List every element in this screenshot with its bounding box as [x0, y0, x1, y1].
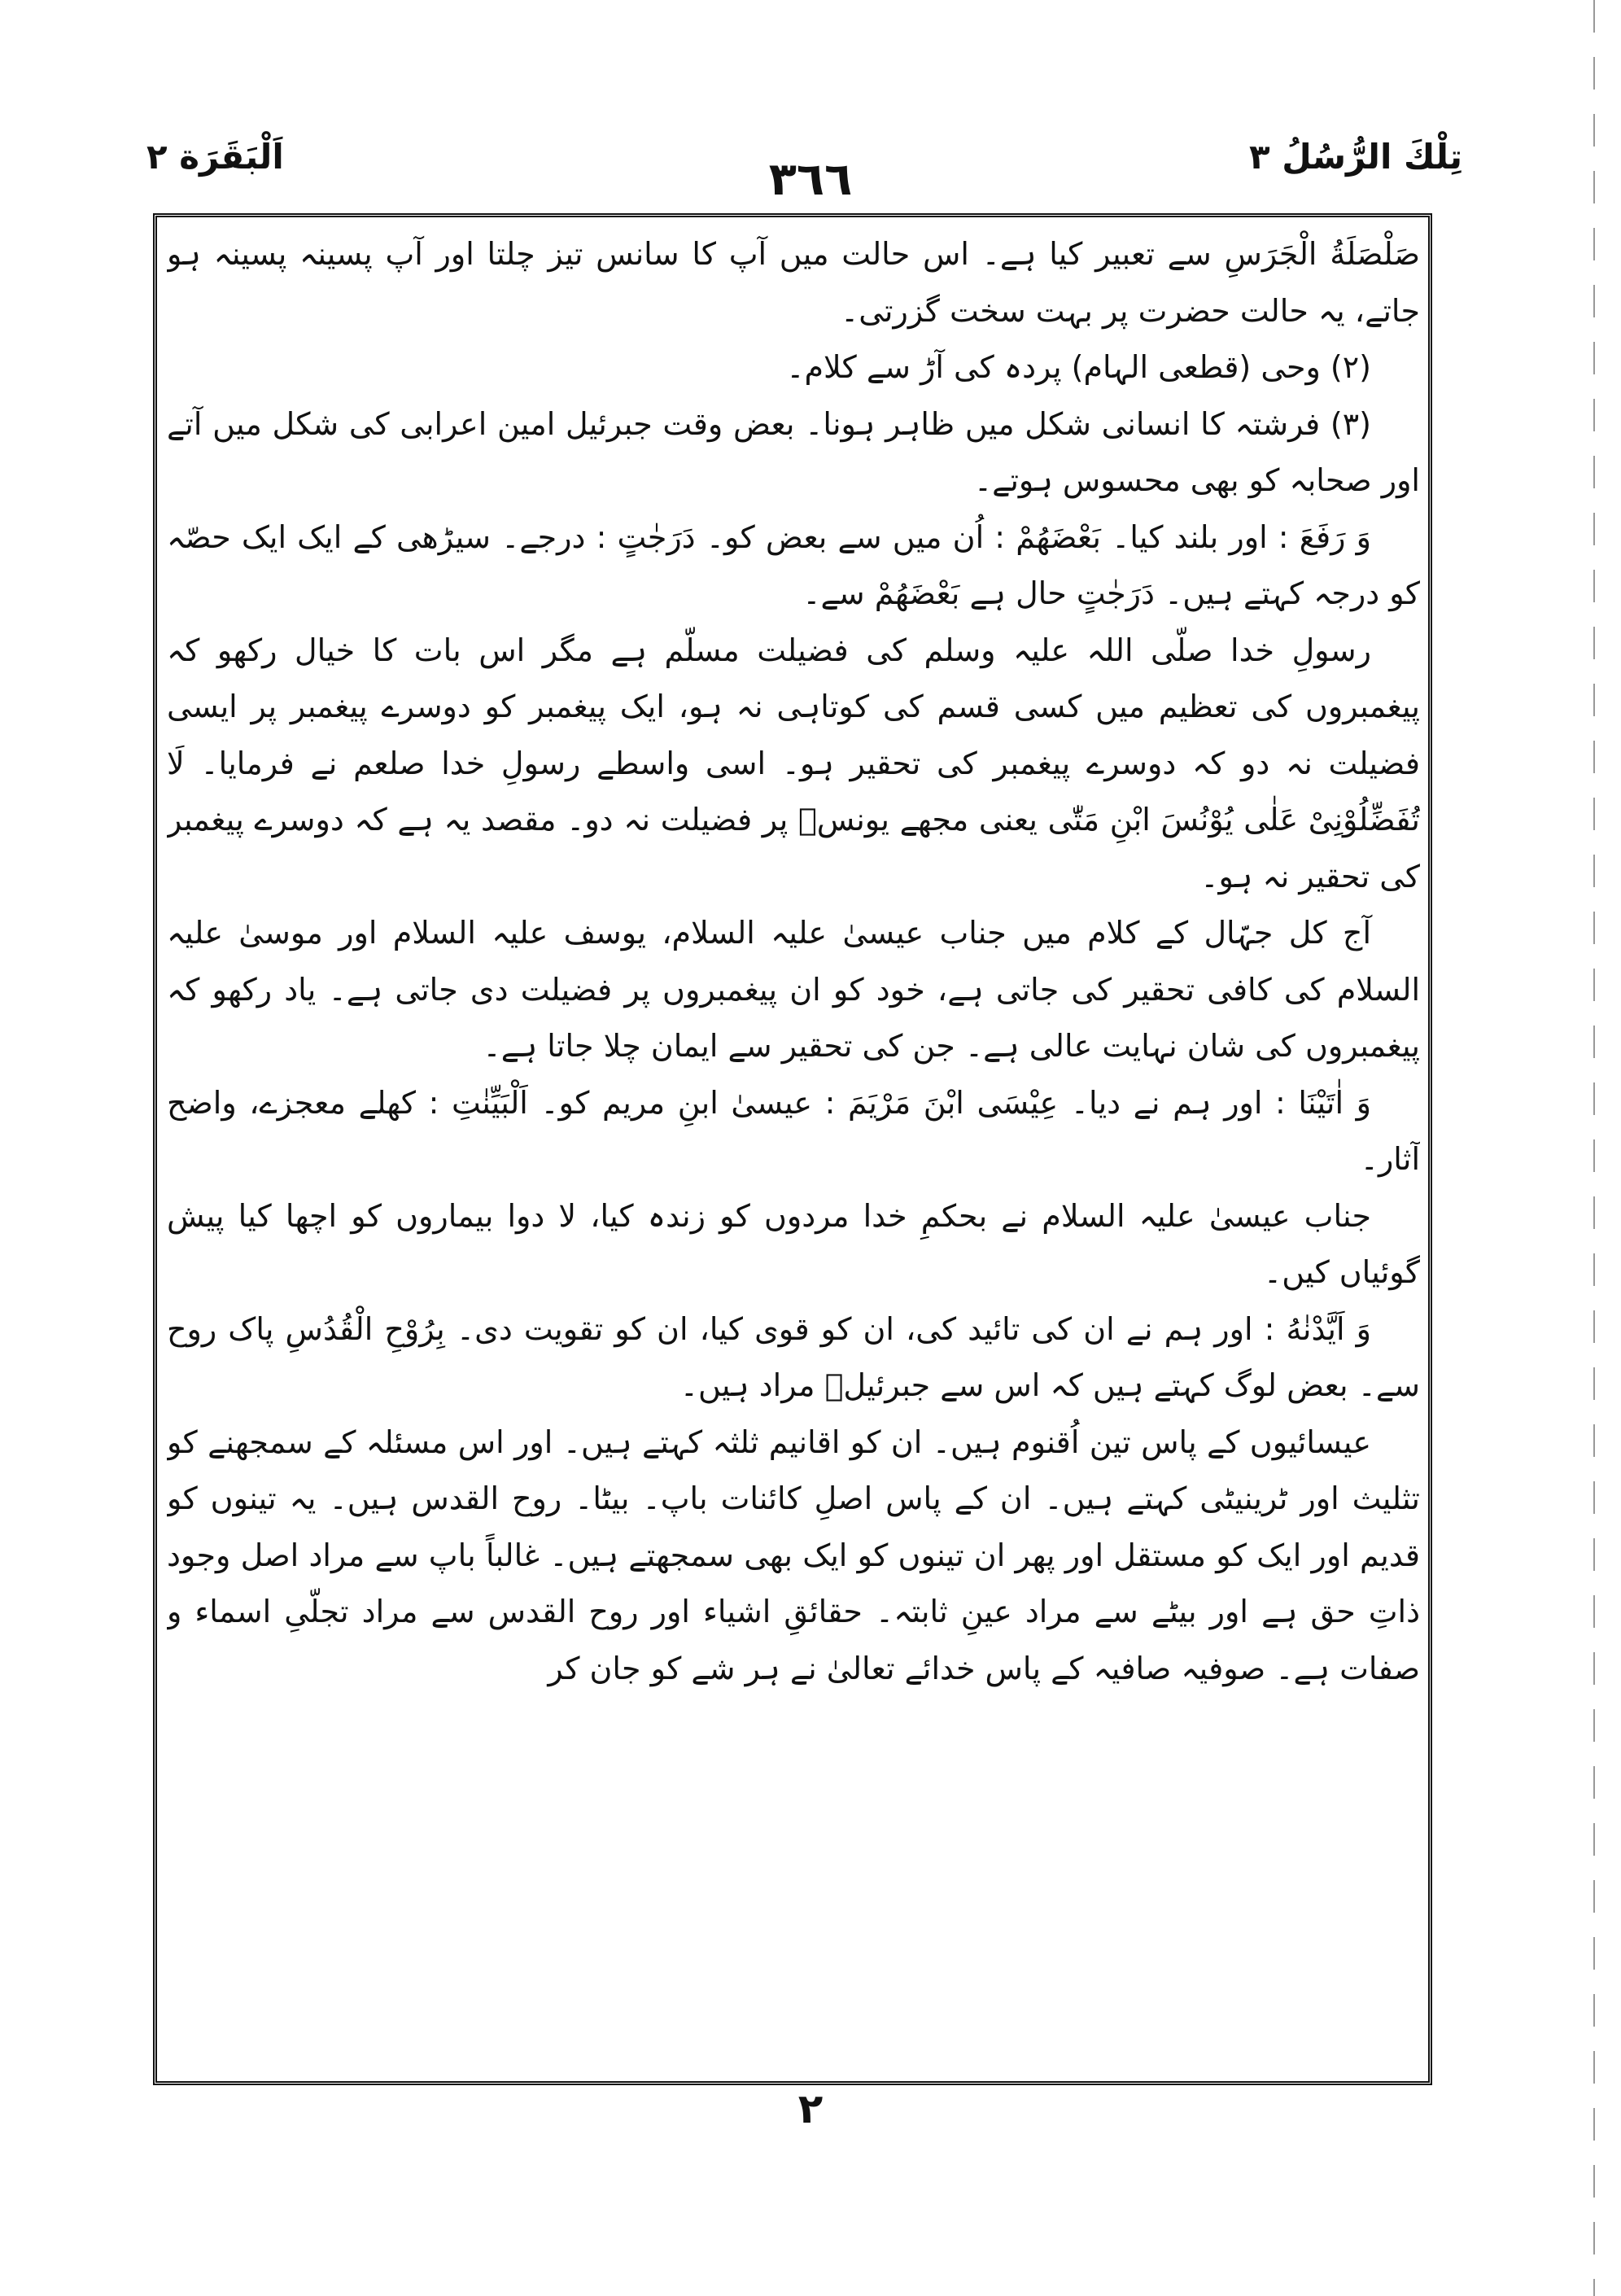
paragraph-1: صَلْصَلَةُ الْجَرَسِ سے تعبیر کیا ہے۔ اس حالت میں آپ کا سانس تیز چلتا اور آپ پسینہ پسینہ ہو جاتے، یہ حالت حضرت پر بہت سخت گزرتی۔	[167, 236, 1420, 329]
paragraph-8: جناب عیسیٰ علیہ السلام نے بحکمِ خدا مردوں کو زندہ کیا، لا دوا بیماروں کو اچھا کیا پیش گوئیاں کیں۔	[167, 1197, 1420, 1290]
commentary-body	[167, 226, 1420, 2074]
page-number: ٣٦٦	[768, 153, 853, 206]
paragraph-7: وَ اٰتَیْنَا : اور ہم نے دیا۔ عِیْسَی ابْنَ مَرْیَمَ : عیسیٰ ابنِ مریم کو۔ اَلْبَیِّنٰتِ : کھلے معجزے، واضح آثار۔	[167, 1084, 1420, 1177]
running-head-surah: اَلْبَقَرَة ٢	[146, 137, 284, 177]
running-head-juz: تِلْكَ الرُّسُلُ ٣	[1249, 137, 1462, 177]
paragraph-2: (۲) وحی (قطعی الہام) پردہ کی آڑ سے کلام۔	[786, 349, 1371, 385]
paragraph-5: رسولِ خدا صلّی اللہ علیہ وسلم کی فضیلت مسلّم ہے مگر اس بات کا خیال رکھو کہ پیغمبروں کی تعظیم میں کسی قسم کی کوتاہی نہ ہو، ایک پیغمبر کو دوسرے پیغمبر پر ایسی فضیلت نہ دو کہ دوسرے پیغمبر کی تحقیر ہو۔ اسی واسطے رسولِ خدا صلعم نے فرمایا۔ لَا تُفَضِّلُوْنِیْ عَلٰی یُوْنُسَ ابْنِ مَتّٰی یعنی مجھے یونسؑ پر فضیلت نہ دو۔ مقصد یہ ہے کہ دوسرے پیغمبر کی تحقیر نہ ہو۔	[167, 632, 1420, 894]
footer-signature-mark: ۲	[797, 2085, 824, 2132]
scan-margin-line	[1593, 0, 1595, 2296]
paragraph-3: (۳) فرشتہ کا انسانی شکل میں ظاہر ہونا۔ بعض وقت جبرئیل امین اعرابی کی شکل میں آتے اور صحابہ کو بھی محسوس ہوتے۔	[167, 405, 1420, 498]
paragraph-4: وَ رَفَعَ : اور بلند کیا۔ بَعْضَھُمْ : اُن میں سے بعض کو۔ دَرَجٰتٍ : درجے۔ سیڑھی کے ایک ایک حصّہ کو درجہ کہتے ہیں۔ دَرَجٰتٍ حال ہے بَعْضَھُمْ سے۔	[167, 518, 1420, 611]
paragraph-6: آج کل جہّال کے کلام میں جناب عیسیٰ علیہ السلام، یوسف علیہ السلام اور موسیٰ علیہ السلام کی کافی تحقیر کی جاتی ہے، خود کو ان پیغمبروں پر فضیلت دی جاتی ہے۔ یاد رکھو کہ پیغمبروں کی شان نہایت عالی ہے۔ جن کی تحقیر سے ایمان چلا جاتا ہے۔	[167, 915, 1420, 1064]
paragraph-9: وَ اَیَّدْنٰهُ : اور ہم نے ان کی تائید کی، ان کو قوی کیا، ان کو تقویت دی۔ بِرُوْحِ الْقُدُسِ پاک روح سے۔ بعض لوگ کہتے ہیں کہ اس سے جبرئیلؑ مراد ہیں۔	[167, 1310, 1420, 1403]
paragraph-10: عیسائیوں کے پاس تین اُقنوم ہیں۔ ان کو اقانیم ثلثہ کہتے ہیں۔ اور اس مسئلہ کے سمجھنے کو تثلیث اور ٹرینیٹی کہتے ہیں۔ ان کے پاس اصلِ کائنات باپ۔ بیٹا۔ روح القدس ہیں۔ یہ تینوں کو قدیم اور ایک کو مستقل اور پھر ان تینوں کو ایک بھی سمجھتے ہیں۔ غالباً باپ سے مراد اصل وجود ذاتِ حق ہے اور بیٹے سے مراد عینِ ثابتہ۔ حقائقِ اشیاء اور روح القدس سے مراد تجلّیِ اسماء و صفات ہے۔ صوفیہ صافیہ کے پاس خدائے تعالیٰ نے ہر شے کو جان کر	[167, 1424, 1420, 1686]
